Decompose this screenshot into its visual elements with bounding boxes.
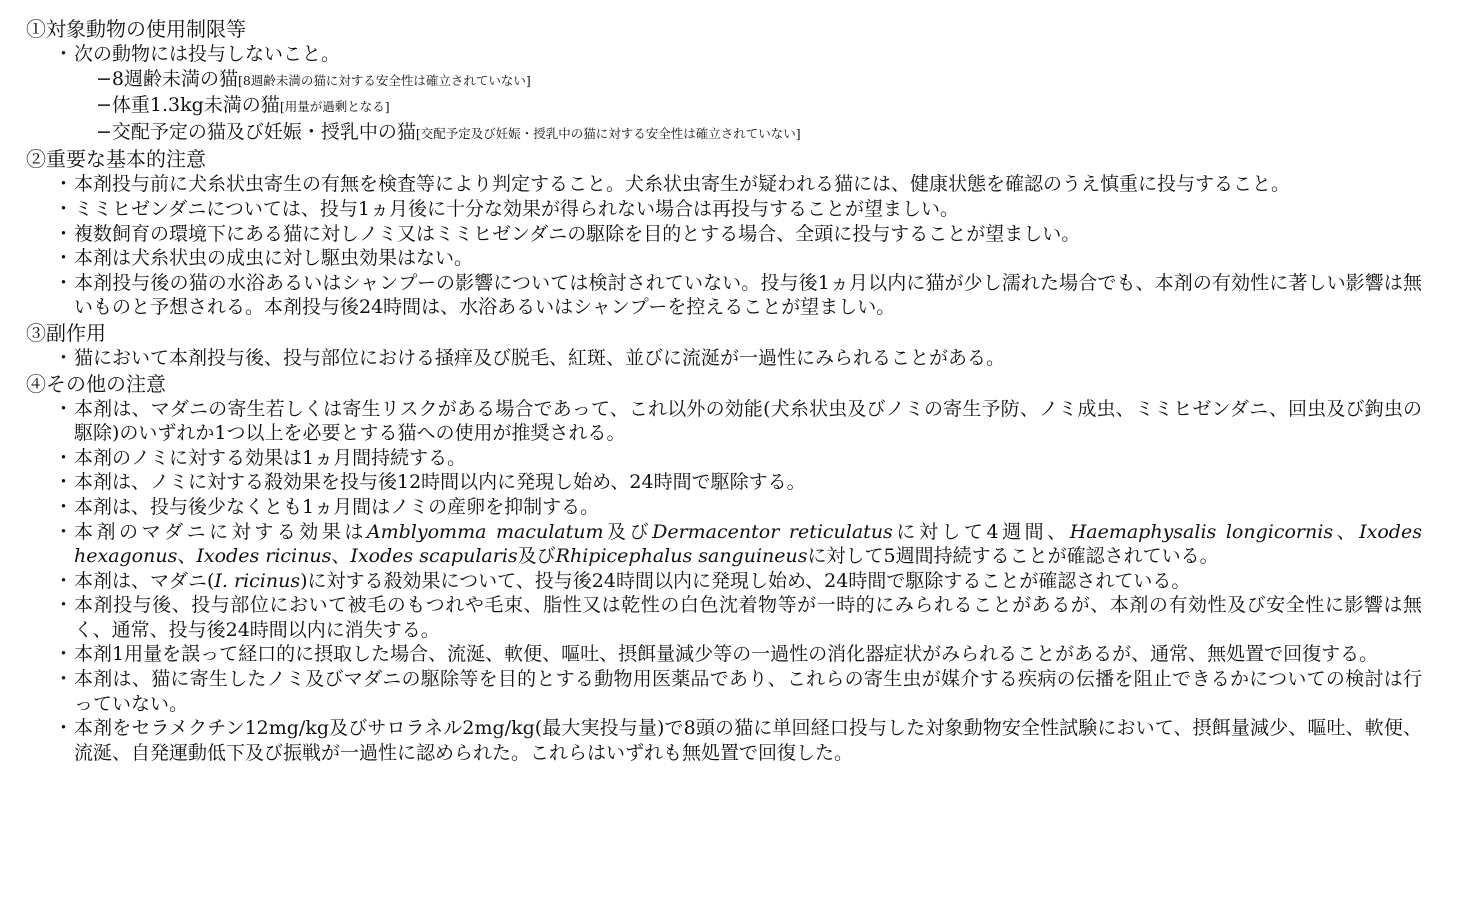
list-item: ・ 本剤投与前に犬糸状虫寄生の有無を検査等により判定すること。犬糸状虫寄生が疑われる猫には、健康状態を確認のうえ慎重に投与すること。 (54, 172, 1422, 197)
list-item: ・ 本剤1用量を誤って経口的に摂取した場合、流涎、軟便、嘔吐、摂餌量減少等の一過性の消化器症状がみられることがあるが、通常、無処置で回復する。 (54, 642, 1422, 667)
section-important-precautions (26, 146, 1422, 320)
bullet-list (26, 172, 1422, 320)
species-name: Ixodes hexagonus (74, 520, 1422, 568)
list-item (54, 569, 1422, 594)
text-run: 本剤のマダニに対する効果は (74, 520, 367, 543)
list-item: ・ 本剤は、ノミに対する殺効果を投与後12時間以内に発現し始め、24時間で駆除する。 (54, 470, 1422, 495)
text-run: 及び (603, 520, 653, 543)
species-name: Dermacentor reticulatus (652, 520, 893, 543)
sub-item-main: −8週齢未満の猫 (96, 67, 239, 90)
text-run: 本剤は、マダニ( (74, 569, 215, 592)
text-run: 、 (1333, 520, 1360, 543)
list-item: ・ 本剤投与後の猫の水浴あるいはシャンプーの影響については検討されていない。投与後1ヵ月以内に猫が少し濡れた場合でも、本剤の有効性に著しい影響は無いものと予想される。本剤投与後24時間は、水浴あるいはシャンプーを控えることが望ましい。 (54, 271, 1422, 320)
text-run: に対して4週間、 (892, 520, 1070, 543)
sub-item-main: −交配予定の猫及び妊娠・授乳中の猫 (96, 120, 416, 143)
list-item: ・ 本剤は、猫に寄生したノミ及びマダニの駆除等を目的とする動物用医薬品であり、これらの寄生虫が媒介する疾病の伝播を阻止できるかについての検討は行っていない。 (54, 667, 1422, 716)
list-item: ・ ミミヒゼンダニについては、投与1ヵ月後に十分な効果が得られない場合は再投与することが望ましい。 (54, 197, 1422, 222)
list-item: ・ 本剤のノミに対する効果は1ヵ月間持続する。 (54, 446, 1422, 471)
sub-item-note: [8週齢未満の猫に対する安全性は確立されていない] (238, 72, 531, 88)
list-item: ・ 本剤は、マダニの寄生若しくは寄生リスクがある場合であって、これ以外の効能(犬糸状虫及びノミの寄生予防、ノミ成虫、ミミヒゼンダニ、回虫及び鉤虫の駆除)のいずれか1つ以上を必要とする猫への使用が推奨される。 (54, 397, 1422, 446)
section-usage-restrictions (26, 16, 1422, 146)
species-name: Rhipicephalus sanguineus (555, 545, 808, 568)
list-item: ・ 猫において本剤投与後、投与部位における掻痒及び脱毛、紅斑、並びに流涎が一過性にみられることがある。 (54, 346, 1422, 371)
text-run: 、 (331, 545, 351, 568)
bullet-list (26, 346, 1422, 371)
species-name: Haemaphysalis longicornis (1069, 520, 1334, 543)
bullet-list (26, 397, 1422, 766)
species-name: I. ricinus (214, 569, 301, 592)
text-run: )に対する殺効果について、投与後24時間以内に発現し始め、24時間で駆除することが確認されている。 (300, 569, 1191, 592)
text-run: 及び (517, 545, 556, 568)
text-run: に対して5週間持続することが確認されている。 (807, 545, 1219, 568)
list-item: ・ 本剤は犬糸状虫の成虫に対し駆虫効果はない。 (54, 246, 1422, 271)
species-name: Amblyomma maculatum (366, 520, 604, 543)
item-text: 次の動物には投与しないこと。 (74, 43, 341, 65)
section-heading: ②重要な基本的注意 (26, 147, 206, 172)
sub-item (96, 67, 1422, 94)
text-run: 、 (177, 545, 197, 568)
species-name: Ixodes ricinus (196, 545, 332, 568)
list-item: ・ 本剤をセラメクチン12mg/kg及びサロラネル2mg/kg(最大実投与量)で8頭の猫に単回経口投与した対象動物安全性試験において、摂餌量減少、嘔吐、軟便、流涎、自発運動低下及び振戦が一過性に認められた。これらはいずれも無処置で回復した。 (54, 716, 1422, 765)
list-item (54, 42, 1422, 146)
section-heading: ③副作用 (26, 320, 106, 345)
section-heading: ④その他の注意 (26, 371, 166, 396)
list-item: ・ 本剤は、投与後少なくとも1ヵ月間はノミの産卵を抑制する。 (54, 495, 1422, 520)
section-heading: ①対象動物の使用制限等 (26, 17, 246, 41)
section-side-effects (26, 320, 1422, 371)
list-item: ・ 本剤投与後、投与部位において被毛のもつれや毛束、脂性又は乾性の白色沈着物等が一時的にみられることがあるが、本剤の有効性及び安全性に影響は無く、通常、投与後24時間以内に消失する。 (54, 593, 1422, 642)
list-item (54, 520, 1422, 569)
sub-list (74, 67, 1422, 147)
sub-item-note: [用量が過剰となる] (279, 99, 390, 115)
bullet-list (26, 42, 1422, 146)
species-name: Ixodes scapularis (350, 545, 518, 568)
sub-item (96, 120, 1422, 147)
sub-item-main: −体重1.3kg未満の猫 (96, 94, 280, 117)
sub-item (96, 93, 1422, 120)
sub-item-note: [交配予定及び妊娠・授乳中の猫に対する安全性は確立されていない] (415, 125, 801, 141)
section-other-notes (26, 371, 1422, 766)
list-item: ・ 複数飼育の環境下にある猫に対しノミ又はミミヒゼンダニの駆除を目的とする場合、全頭に投与することが望ましい。 (54, 222, 1422, 247)
